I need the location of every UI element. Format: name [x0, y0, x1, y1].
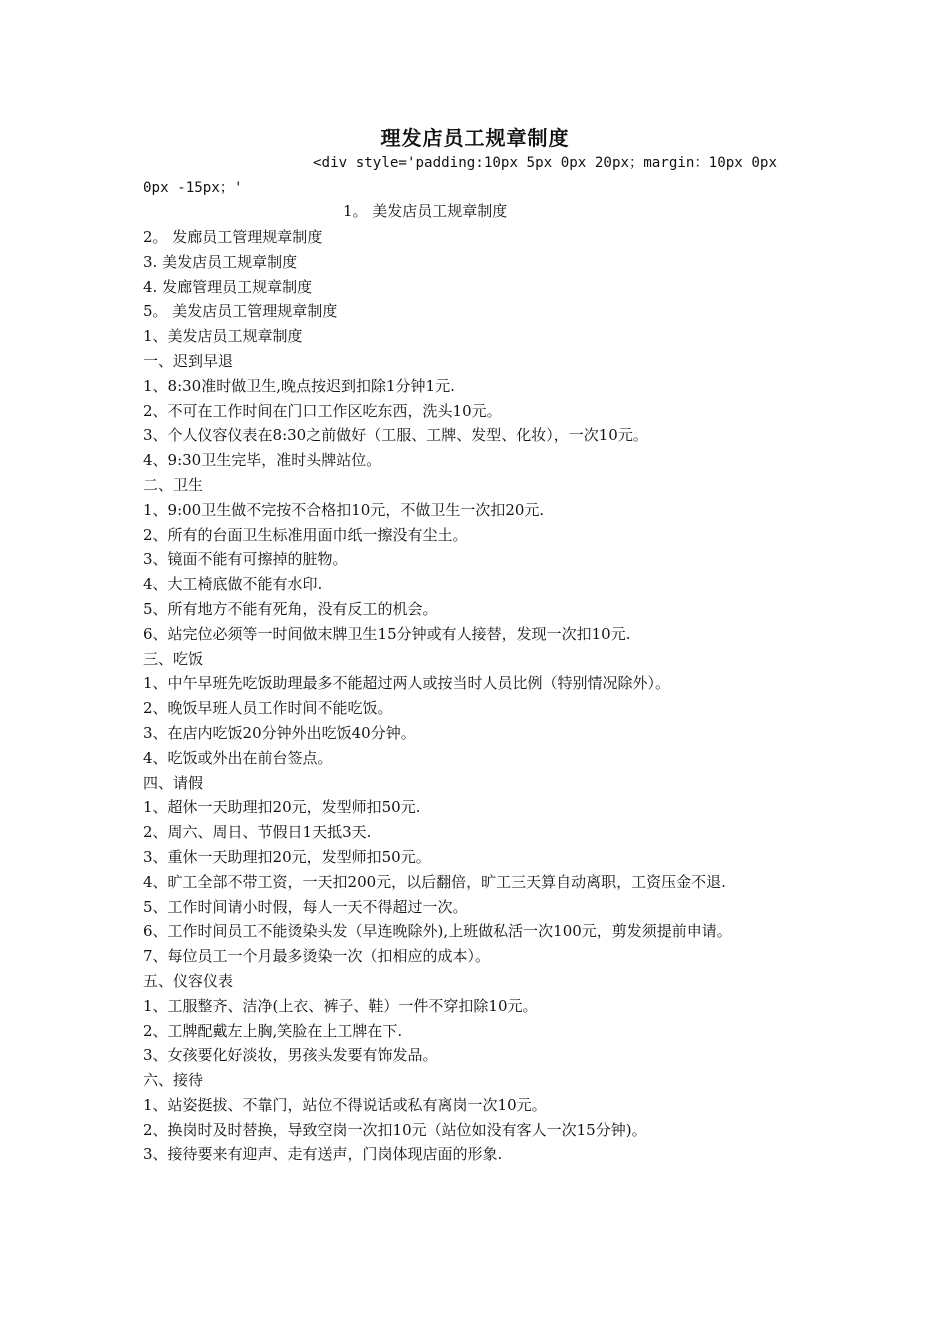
rule-item: 1、站姿挺拔、不靠门，站位不得说话或私有离岗一次10元。	[143, 1095, 547, 1114]
subsection-heading-reception: 六、接待	[143, 1071, 204, 1090]
toc-item-3: 3. 美发店员工规章制度	[143, 252, 298, 271]
subsection-heading-late: 一、迟到早退	[143, 351, 234, 370]
rule-item: 3、在店内吃饭20分钟外出吃饭40分钟。	[143, 723, 416, 742]
code-text-line-2: 0px -15px；'	[143, 180, 243, 196]
section-heading: 1、美发店员工规章制度	[143, 327, 303, 346]
rule-item: 2、周六、周日、节假日1天抵3天.	[143, 823, 372, 842]
document-title: 理发店员工规章制度	[380, 126, 570, 150]
rule-item: 4、大工椅底做不能有水印.	[143, 575, 323, 594]
rule-item: 4、吃饭或外出在前台签点。	[143, 748, 333, 767]
toc-item-5: 5。 美发店员工管理规章制度	[143, 302, 338, 321]
subsection-heading-meals: 三、吃饭	[143, 649, 204, 668]
rule-item: 3、女孩要化好淡妆，男孩头发要有饰发品。	[143, 1046, 438, 1065]
rule-item: 2、所有的台面卫生标准用面巾纸一擦没有尘土。	[143, 525, 468, 544]
subsection-heading-hygiene: 二、卫生	[143, 475, 204, 494]
document-body	[143, 225, 808, 1167]
rule-item: 4、旷工全部不带工资，一天扣200元，以后翻倍，旷工三天算自动离职，工资压金不退.	[143, 872, 726, 891]
rule-item: 1、8:30准时做卫生,晚点按迟到扣除1分钟1元.	[143, 376, 455, 395]
rule-item: 3、镜面不能有可擦掉的脏物。	[143, 550, 348, 569]
rule-item: 6、工作时间员工不能烫染头发（早连晚除外),上班做私活一次100元，剪发须提前申请。	[143, 922, 732, 941]
rule-item: 5、所有地方不能有死角，没有反工的机会。	[143, 599, 438, 618]
rule-item: 3、个人仪容仪表在8:30之前做好（工服、工牌、发型、化妆），一次10元。	[143, 426, 648, 445]
rule-item: 1、超休一天助理扣20元，发型师扣50元.	[143, 798, 421, 817]
rule-item: 2、工牌配戴左上胸,笑脸在上工牌在下.	[143, 1021, 403, 1040]
rule-item: 1、工服整齐、洁净(上衣、裤子、鞋）一件不穿扣除10元。	[143, 996, 538, 1015]
rule-item: 4、9:30卫生完毕，准时头牌站位。	[143, 451, 382, 470]
rule-item: 5、工作时间请小时假，每人一天不得超过一次。	[143, 897, 468, 916]
code-text-line-1: <div style='padding:10px 5px 0px 20px；margin：10px 0px	[313, 155, 777, 171]
toc-item-1: 1。 美发店员工规章制度	[343, 202, 508, 220]
rule-item: 1、中午早班先吃饭助理最多不能超过两人或按当时人员比例（特别情况除外）。	[143, 674, 671, 693]
rule-item: 7、每位员工一个月最多烫染一次（扣相应的成本）。	[143, 947, 491, 966]
rule-item: 6、站完位必须等一时间做末牌卫生15分钟或有人接替，发现一次扣10元.	[143, 624, 631, 643]
toc-item-4: 4. 发廊管理员工规章制度	[143, 277, 313, 296]
rule-item: 2、晚饭早班人员工作时间不能吃饭。	[143, 699, 393, 718]
rule-item: 3、重休一天助理扣20元，发型师扣50元。	[143, 847, 431, 866]
toc-item-2: 2。 发廊员工管理规章制度	[143, 228, 323, 246]
subsection-heading-leave: 四、请假	[143, 773, 204, 792]
rule-item: 3、接待要来有迎声、走有送声，门岗体现店面的形象.	[143, 1145, 503, 1164]
subsection-heading-appearance: 五、仪容仪表	[143, 971, 234, 990]
rule-item: 1、9:00卫生做不完按不合格扣10元，不做卫生一次扣20元.	[143, 500, 545, 519]
rule-item: 2、换岗时及时替换，导致空岗一次扣10元（站位如没有客人一次15分钟)。	[143, 1120, 647, 1139]
rule-item: 2、不可在工作时间在门口工作区吃东西，洗头10元。	[143, 401, 502, 420]
